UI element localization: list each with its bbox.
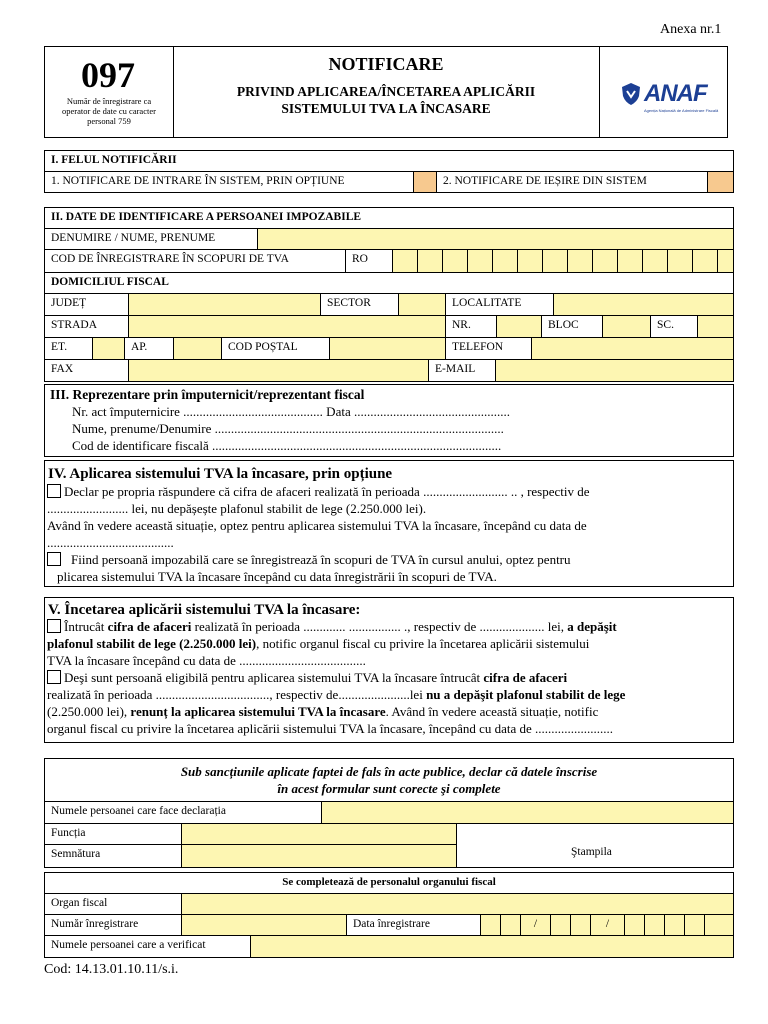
date-digit[interactable]: [644, 914, 665, 936]
notif-exit-label: 2. NOTIFICARE DE IEȘIRE DIN SISTEM: [436, 171, 708, 193]
date-separator-2: /: [590, 914, 625, 936]
notif-entry-label: 1. NOTIFICARE DE INTRARE ÎN SISTEM, PRIN OPȚIUNE: [44, 171, 414, 193]
date-digit[interactable]: [480, 914, 501, 936]
nr-label: NR.: [445, 315, 497, 338]
vat-digit[interactable]: [542, 249, 568, 273]
vat-digit[interactable]: [617, 249, 643, 273]
organ-label: Organ fiscal: [44, 893, 182, 915]
section5-b-line1: Deşi sunt persoană eligibilă pentru aplicarea sistemului TVA la încasare întrucât cifra de afaceri: [47, 670, 567, 686]
section4-line5: Fiind persoană impozabilă care se înregistrează în scopuri de TVA în cursul anului, optez pentru: [47, 552, 571, 568]
section1-title: I. FELUL NOTIFICĂRII: [44, 150, 734, 172]
vat-digit[interactable]: [467, 249, 493, 273]
vat-digit[interactable]: [517, 249, 543, 273]
ro-label: RO: [345, 249, 393, 273]
section4-line6: plicarea sistemului TVA la încasare începând cu data înregistrării în scopuri de TVA.: [57, 569, 497, 584]
section5-b-line3: (2.250.000 lei),: [47, 704, 131, 719]
declaration-line2: în acest formular sunt corecte şi complete: [277, 781, 501, 796]
annex-label: Anexa nr.1: [660, 22, 722, 37]
bloc-label: BLOC: [541, 315, 603, 338]
section5-b-line4: organul fiscal cu privire la încetarea aplicării sistemului TVA la încasare, începând cu data de ........................: [47, 721, 614, 736]
email-input[interactable]: [495, 359, 734, 382]
signature-label: Semnătura: [44, 844, 182, 868]
reg-no-input[interactable]: [181, 914, 347, 936]
verified-by-input[interactable]: [250, 935, 734, 958]
date-digit[interactable]: [624, 914, 645, 936]
section3-line1: Nr. act împuternicire ........................................... Data ................................................: [72, 404, 510, 419]
option-register-checkbox[interactable]: [47, 552, 61, 566]
office-title: Se completează de personalul organului fiscal: [44, 872, 734, 894]
section4-line1: Declar pe propria răspundere că cifra de afaceri realizată în perioada .......................... .. , respectiv de: [47, 484, 590, 500]
fax-label: FAX: [44, 359, 129, 382]
name-input[interactable]: [257, 228, 734, 250]
date-digit[interactable]: [550, 914, 571, 936]
ap-label: AP.: [124, 337, 174, 360]
declaration-line1: Sub sancțiunile aplicate faptei de fals în acte publice, declar că datele înscrise: [180, 764, 598, 779]
sector-input[interactable]: [398, 293, 446, 316]
bloc-input[interactable]: [602, 315, 651, 338]
form-subtitle-1: PRIVIND APLICAREA/ÎNCETAREA APLICĂRII: [236, 84, 536, 99]
reg-date-label: Data înregistrare: [346, 914, 481, 936]
email-label: E-MAIL: [428, 359, 496, 382]
vat-digit[interactable]: [667, 249, 693, 273]
county-input[interactable]: [128, 293, 321, 316]
option-exceeded-checkbox[interactable]: [47, 619, 61, 633]
notif-entry-checkbox[interactable]: [413, 171, 437, 193]
section2-title: II. DATE DE IDENTIFICARE A PERSOANEI IMPOZABILE: [44, 207, 734, 229]
fax-input[interactable]: [128, 359, 429, 382]
form-subtitle-2: SISTEMULUI TVA LA ÎNCASARE: [281, 101, 491, 116]
stamp-area: Ştampila: [456, 823, 734, 868]
reg-no-label: Număr înregistrare: [44, 914, 182, 936]
vat-digit[interactable]: [592, 249, 618, 273]
verified-by-label: Numele persoanei care a verificat: [44, 935, 251, 958]
declarant-input[interactable]: [321, 801, 734, 824]
vat-digit[interactable]: [392, 249, 418, 273]
section3-title: III. Reprezentare prin împuternicit/reprezentant fiscal: [50, 387, 365, 402]
section4-line4: .......................................: [47, 535, 174, 550]
section5-b-line2: realizată în perioada ..................................., respectiv de......................lei: [47, 687, 427, 702]
ap-input[interactable]: [173, 337, 222, 360]
postal-label: COD POȘTAL: [221, 337, 330, 360]
street-input[interactable]: [128, 315, 446, 338]
fiscal-address-label: DOMICILIUL FISCAL: [44, 272, 734, 294]
phone-input[interactable]: [531, 337, 734, 360]
form-code: Cod: 14.13.01.10.11/s.i.: [44, 962, 179, 977]
vat-digit[interactable]: [692, 249, 718, 273]
postal-input[interactable]: [329, 337, 446, 360]
county-label: JUDEȚ: [44, 293, 129, 316]
vat-digit[interactable]: [492, 249, 518, 273]
form-title: NOTIFICARE: [328, 54, 444, 74]
sector-label: SECTOR: [320, 293, 399, 316]
logo-text: ANAF: [644, 80, 707, 107]
vat-code-label: COD DE ÎNREGISTRARE ÎN SCOPURI DE TVA: [44, 249, 346, 273]
vat-digit[interactable]: [442, 249, 468, 273]
function-input[interactable]: [181, 823, 457, 845]
date-digit[interactable]: [570, 914, 591, 936]
date-digit[interactable]: [684, 914, 705, 936]
locality-input[interactable]: [553, 293, 734, 316]
function-label: Funcția: [44, 823, 182, 845]
date-digit[interactable]: [704, 914, 734, 936]
date-separator-1: /: [520, 914, 551, 936]
vat-digit[interactable]: [417, 249, 443, 273]
name-label: DENUMIRE / NUME, PRENUME: [44, 228, 258, 250]
option-renounce-checkbox[interactable]: [47, 670, 61, 684]
locality-label: LOCALITATE: [445, 293, 554, 316]
et-input[interactable]: [92, 337, 125, 360]
section3-line3: Cod de identificare fiscală .........................................................................................: [72, 438, 502, 453]
et-label: ET.: [44, 337, 93, 360]
date-digit[interactable]: [500, 914, 521, 936]
signature-input[interactable]: [181, 844, 457, 868]
section5-a-line1: Întrucât cifra de afaceri realizată în perioada ............. ................ ., respectiv de .................... lei, a depăşit: [47, 619, 617, 635]
nr-input[interactable]: [496, 315, 542, 338]
option-apply-checkbox[interactable]: [47, 484, 61, 498]
form-number: 097: [81, 55, 135, 95]
anaf-logo: [620, 80, 720, 120]
section5-title: V. Încetarea aplicării sistemului TVA la încasare:: [48, 602, 361, 618]
section4-line3: Având în vedere această situație, optez pentru aplicarea sistemului TVA la încasare, începând cu data de: [47, 518, 587, 533]
vat-digit[interactable]: [642, 249, 668, 273]
sc-label: SC.: [650, 315, 698, 338]
section5-a-line2-bold: plafonul stabilit de lege (2.250.000 lei): [47, 636, 257, 651]
shield-icon: [620, 82, 642, 106]
vat-digit[interactable]: [567, 249, 593, 273]
date-digit[interactable]: [664, 914, 685, 936]
vat-digit[interactable]: [717, 249, 734, 273]
section5-a-line2: , notific organul fiscal cu privire la încetarea aplicării sistemului: [256, 636, 590, 651]
street-label: STRADA: [44, 315, 129, 338]
notif-exit-checkbox[interactable]: [707, 171, 734, 193]
phone-label: TELEFON: [445, 337, 532, 360]
section4-line2: ......................... lei, nu depășește plafonul stabilit de lege (2.250.000 lei).: [47, 501, 427, 516]
organ-input[interactable]: [181, 893, 734, 915]
section3-line2: Nume, prenume/Denumire .........................................................................................: [72, 421, 504, 436]
section5-a-line3: TVA la încasare începând cu data de .......................................: [47, 653, 366, 668]
sc-input[interactable]: [697, 315, 734, 338]
section4-title: IV. Aplicarea sistemului TVA la încasare, prin opțiune: [48, 466, 393, 482]
register-note: Număr de înregistrare ca operator de date cu caracter personal 759: [62, 96, 156, 126]
declarant-label: Numele persoanei care face declarația: [44, 801, 322, 824]
logo-caption: Agenția Națională de Administrare Fiscală: [644, 108, 719, 113]
